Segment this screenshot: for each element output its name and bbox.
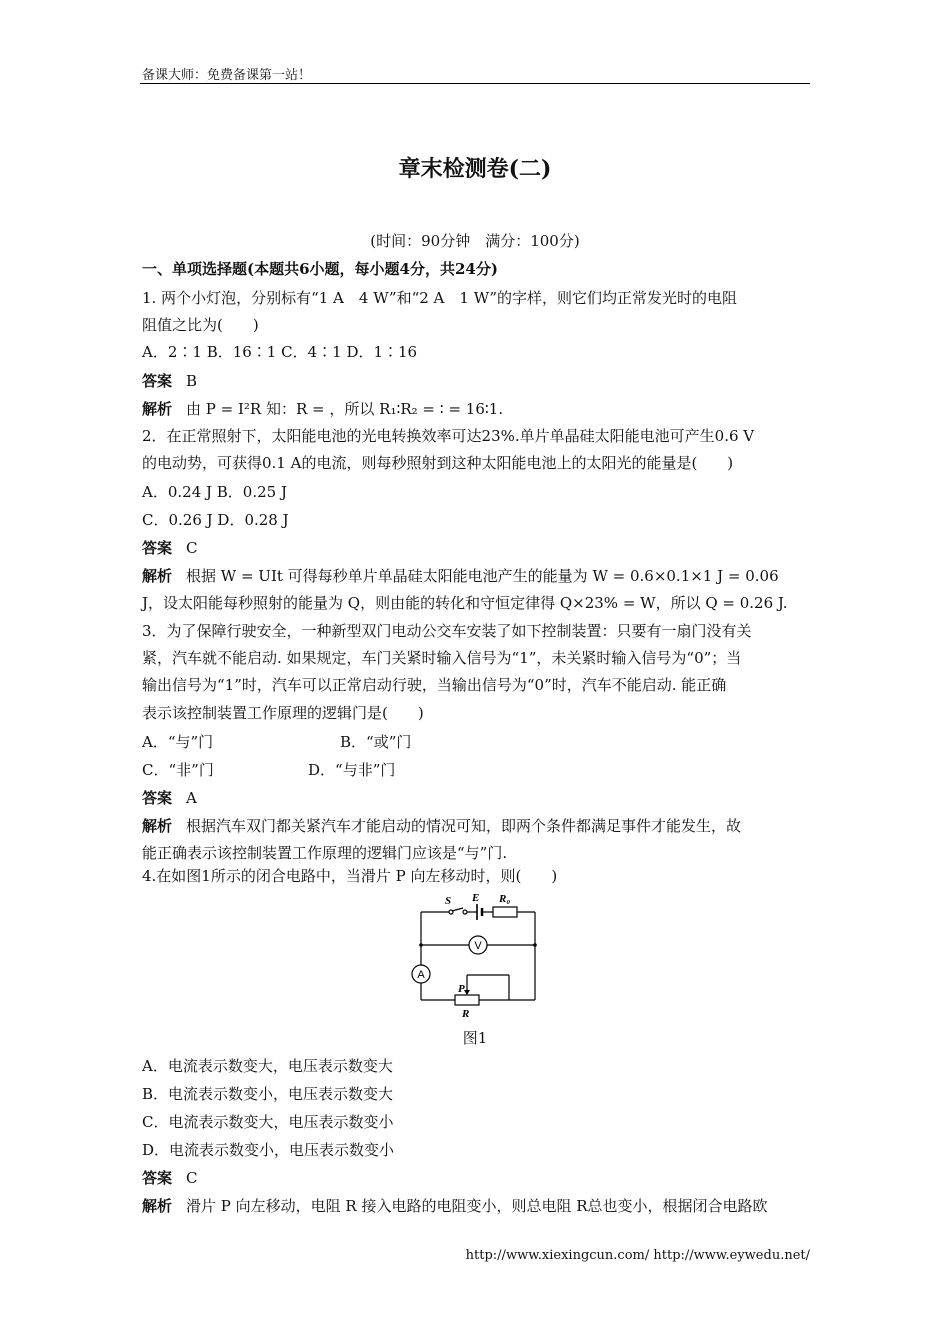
- circuit-diagram: [405, 890, 550, 1020]
- answer-label: 答案: [142, 789, 173, 807]
- answer-value: C: [186, 539, 198, 557]
- q4-answer: [142, 1167, 198, 1188]
- rheostat-body: [455, 995, 479, 1005]
- figure-caption: 图1: [462, 1029, 488, 1047]
- q2-options-line2: C．0.26 J D．0.28 J: [142, 511, 289, 529]
- q3-stem-line3: 输出信号为“1”时，汽车可以正常启动行驶，当输出信号为“0”时，汽车不能启动. 能正确: [142, 676, 727, 694]
- label-p: P: [458, 983, 465, 995]
- page-footer[interactable]: http://www.xiexingcun.com/ http://www.eywedu.net/: [465, 1248, 810, 1263]
- q3-stem-line4: 表示该控制装置工作原理的逻辑门是( ): [142, 704, 424, 722]
- voltmeter-label: V: [474, 940, 482, 952]
- q3-stem-line2: 紧，汽车就不能启动. 如果规定，车门关紧时输入信号为“1”，未关紧时输入信号为“0”；当: [142, 649, 742, 667]
- q1-answer: [142, 370, 197, 391]
- q3-option-b: B．“或”门: [340, 733, 412, 751]
- q2-options-line1: A．0.24 J B．0.25 J: [142, 483, 287, 501]
- q3-analysis-line2: 能正确表示该控制装置工作原理的逻辑门应该是“与”门.: [142, 844, 508, 862]
- answer-label: 答案: [142, 372, 173, 390]
- q2-stem-line1: 2．在正常照射下，太阳能电池的光电转换效率可达23%.单片单晶硅太阳能电池可产生0.6 V: [142, 427, 755, 445]
- answer-value: A: [186, 789, 197, 807]
- slider-arrow: [464, 990, 470, 995]
- q1-stem-line1: 1. 两个小灯泡，分别标有“1 A 4 W”和“2 A 1 W”的字样，则它们均正常发光时的电阻: [142, 289, 738, 307]
- q3-option-d: D．“与非”门: [308, 761, 396, 779]
- junction-node: [419, 943, 423, 947]
- label-r0: R₀: [499, 893, 511, 905]
- q1-analysis: [142, 398, 503, 419]
- switch-contact-right: [463, 910, 467, 914]
- analysis-label: 解析: [142, 817, 173, 835]
- q1-stem-line2: 阻值之比为( ): [142, 316, 259, 334]
- q3-analysis-line1: [142, 815, 741, 836]
- q4-option-c: C．电流表示数变大，电压表示数变小: [142, 1113, 394, 1131]
- analysis-label: 解析: [142, 400, 173, 418]
- q4-stem: 4.在如图1所示的闭合电路中，当滑片 P 向左移动时，则( ): [142, 867, 558, 885]
- ammeter-label: A: [417, 969, 425, 981]
- label-e: E: [472, 892, 480, 904]
- q4-analysis: [142, 1195, 768, 1216]
- q1-options: A．2∶1 B．16∶1 C．4∶1 D．1∶16: [142, 343, 418, 361]
- analysis-label: 解析: [142, 1197, 173, 1215]
- analysis-text: 根据 W = UIt 可得每秒单片单晶硅太阳能电池产生的能量为 W = 0.6×0.1×1 J = 0.06: [186, 567, 779, 585]
- q2-stem-line2: 的电动势，可获得0.1 A的电流，则每秒照射到这种太阳能电池上的太阳光的能量是( ): [142, 454, 734, 472]
- resistor-r0: [493, 907, 517, 917]
- section-heading: 一、单项选择题(本题共6小题，每小题4分，共24分): [142, 260, 498, 278]
- answer-value: C: [186, 1169, 198, 1187]
- header-divider: [140, 83, 810, 84]
- q2-analysis-line2: J，设太阳能每秒照射的能量为 Q，则由能的转化和守恒定律得 Q×23% = W，所以 Q = 0.26 J.: [142, 594, 788, 612]
- switch-blade: [452, 908, 463, 911]
- answer-label: 答案: [142, 1169, 173, 1187]
- analysis-text: 根据汽车双门都关紧汽车才能启动的情况可知，即两个条件都满足事件才能发生，故: [186, 817, 742, 835]
- q3-stem-line1: 3．为了保障行驶安全，一种新型双门电动公交车安装了如下控制装置：只要有一扇门没有关: [142, 622, 752, 640]
- analysis-text: 由 P = I²R 知：R = ，所以 R₁∶R₂ = ∶ = 16∶1.: [186, 400, 504, 418]
- analysis-text: 滑片 P 向左移动，电阻 R 接入电路的电阻变小，则总电阻 R总也变小，根据闭合电路欧: [186, 1197, 768, 1215]
- q3-option-c: C．“非”门: [142, 761, 214, 779]
- page-title: 章末检测卷(二): [398, 156, 552, 182]
- page-header: 备课大师：免费备课第一站！: [142, 68, 312, 83]
- q2-analysis-line1: [142, 565, 779, 586]
- exam-info: (时间：90分钟 满分：100分): [370, 232, 580, 250]
- junction-node: [533, 943, 537, 947]
- q3-answer: [142, 787, 197, 808]
- answer-label: 答案: [142, 539, 173, 557]
- answer-value: B: [186, 372, 198, 390]
- label-r: R: [462, 1008, 470, 1020]
- q4-option-b: B．电流表示数变小，电压表示数变大: [142, 1085, 394, 1103]
- q4-option-d: D．电流表示数变小，电压表示数变小: [142, 1141, 395, 1159]
- q2-answer: [142, 537, 198, 558]
- q4-option-a: A．电流表示数变大，电压表示数变大: [142, 1057, 393, 1075]
- label-s: S: [445, 895, 452, 907]
- analysis-label: 解析: [142, 567, 173, 585]
- q3-option-a: A．“与”门: [142, 733, 214, 751]
